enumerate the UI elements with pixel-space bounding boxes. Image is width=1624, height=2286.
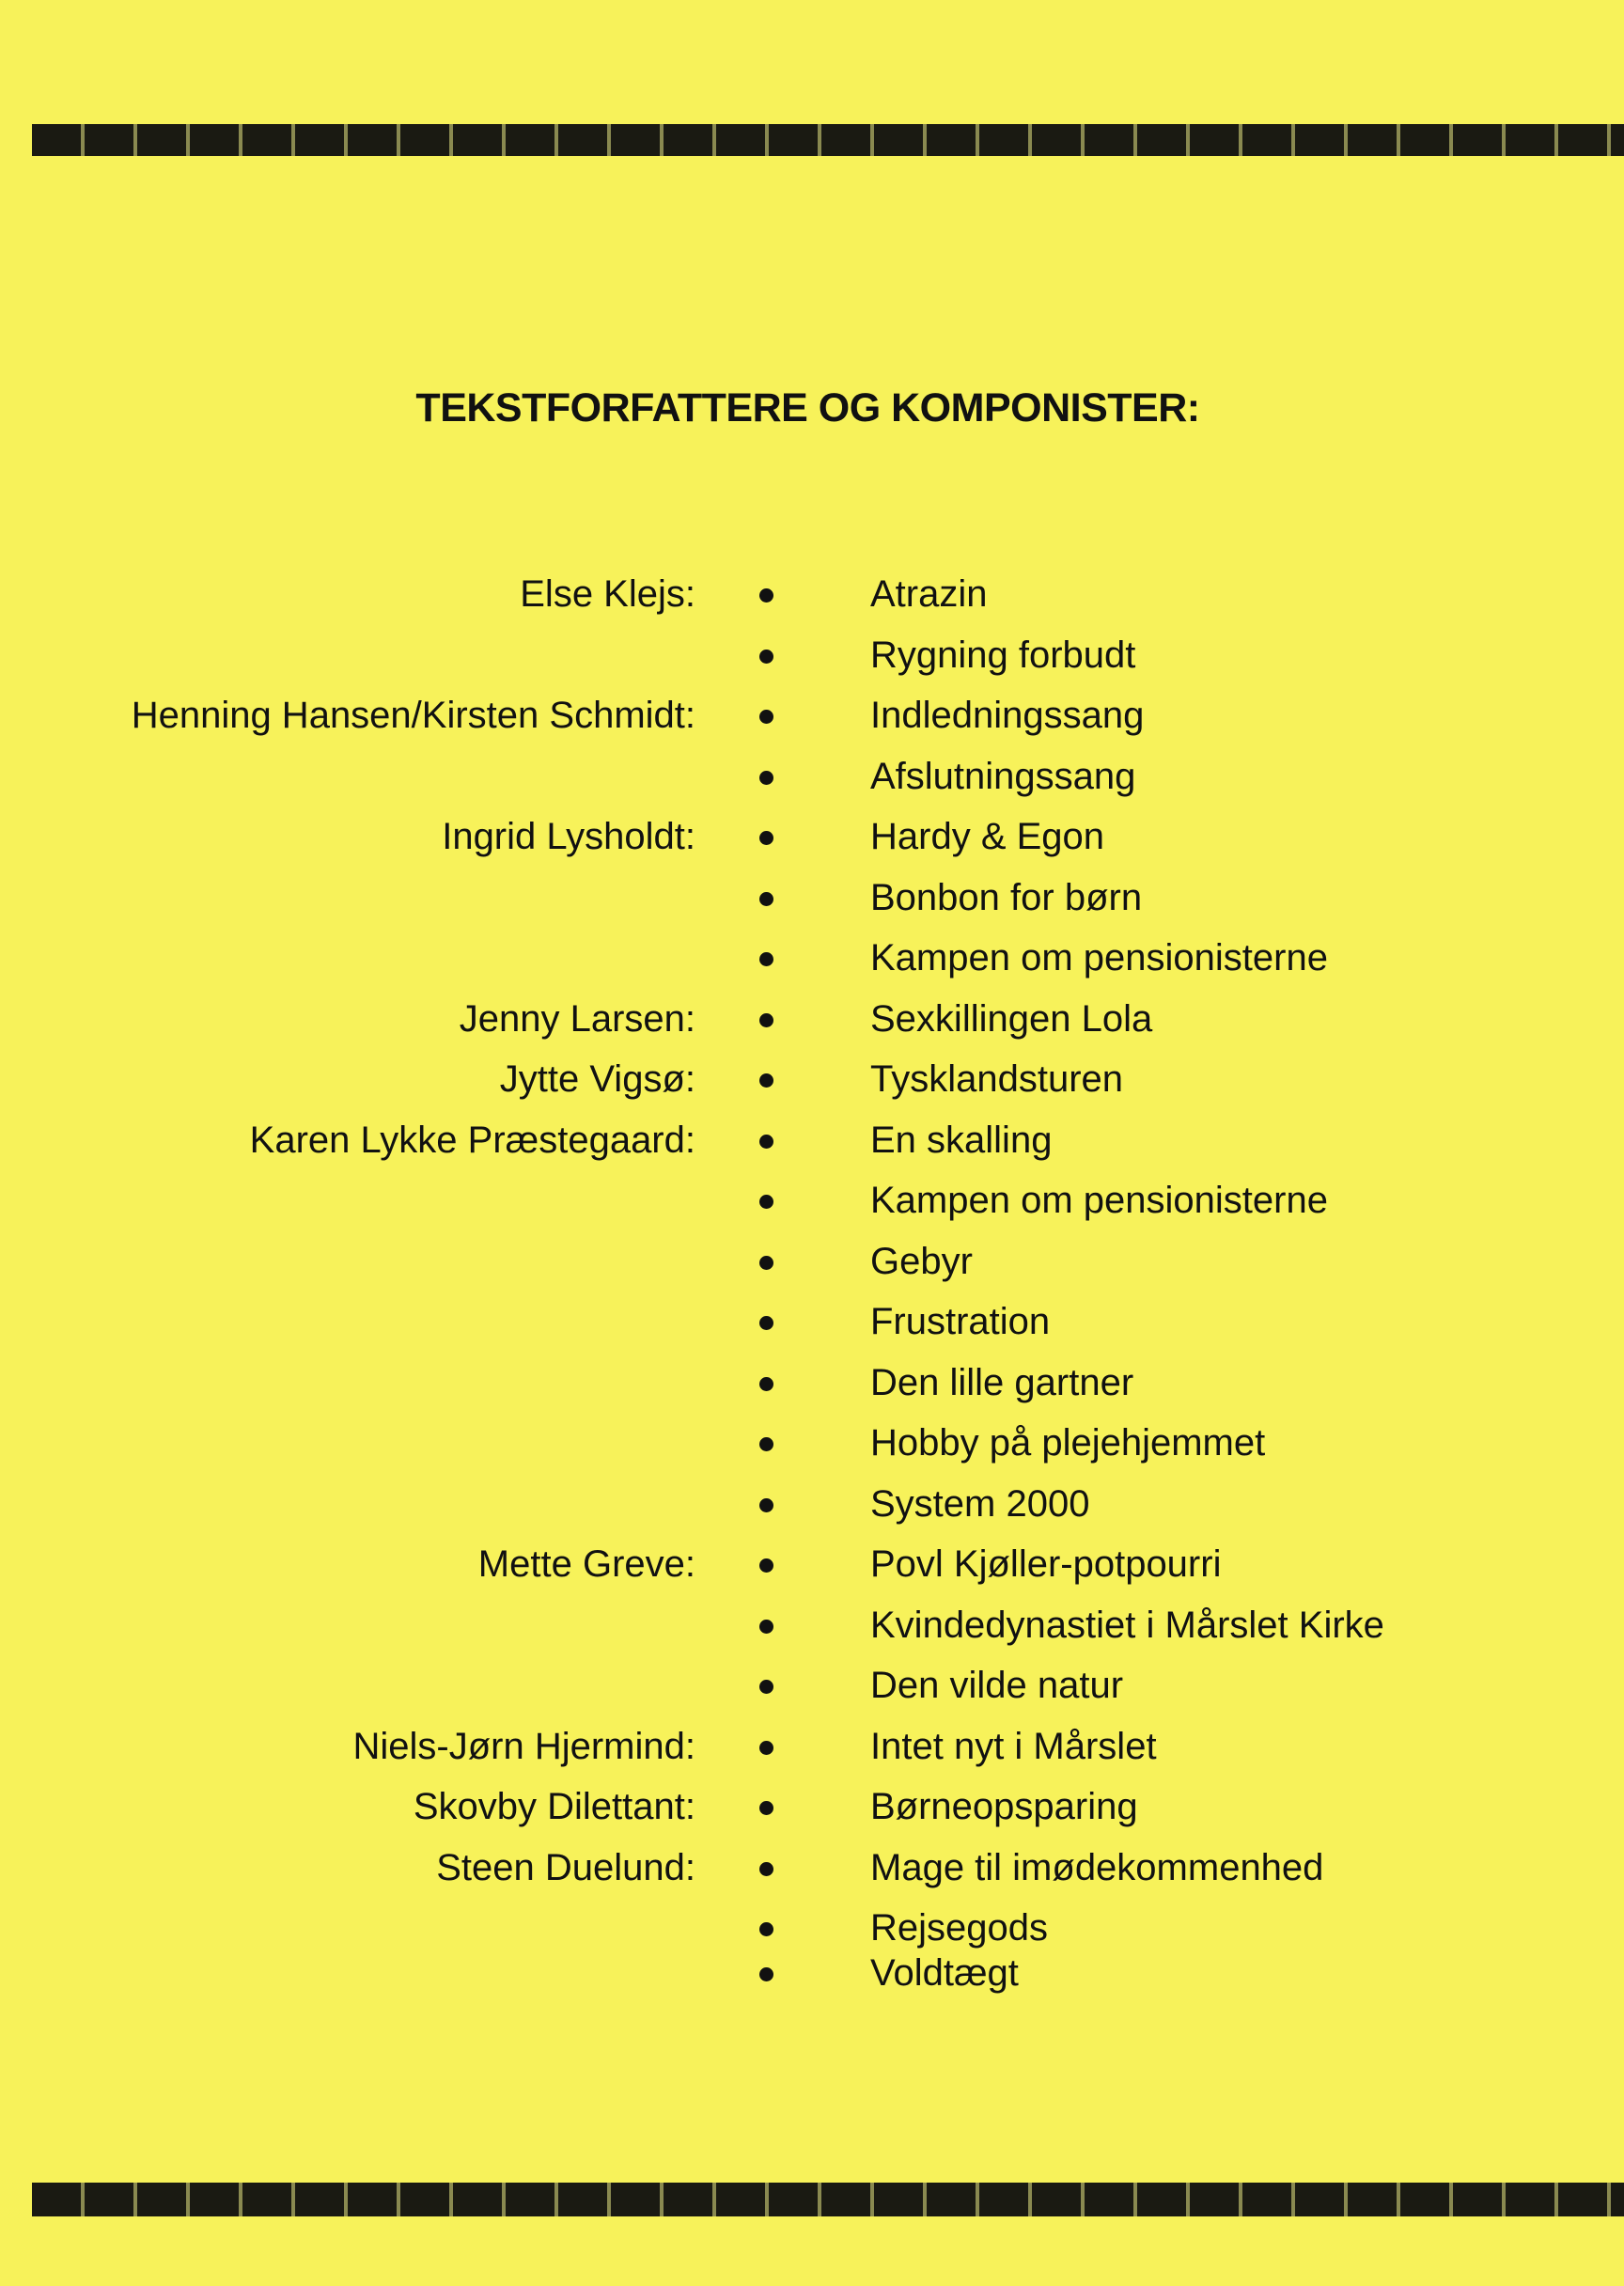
song-title: Afslutningssang	[870, 755, 1136, 797]
credit-row	[0, 625, 1624, 686]
author-name: Karen Lykke Præstegaard:	[249, 1119, 695, 1161]
page-title-text: TEKSTFORFATTERE OG KOMPONISTER:	[415, 385, 1200, 431]
song-title: En skalling	[870, 1119, 1053, 1161]
song-title: Bonbon for børn	[870, 876, 1143, 918]
song-title: Rygning forbudt	[870, 634, 1136, 676]
credit-row	[0, 868, 1624, 929]
author-name: Else Klejs:	[520, 573, 695, 615]
credit-row	[0, 1838, 1624, 1899]
author-name: Niels-Jørn Hjermind:	[352, 1725, 695, 1767]
bullet-icon	[759, 1437, 773, 1451]
song-title: Hardy & Egon	[870, 816, 1105, 857]
song-title: Sexkillingen Lola	[870, 997, 1153, 1040]
credit-row	[0, 1170, 1624, 1231]
bullet-icon	[759, 1195, 773, 1209]
song-title: Kampen om pensionisterne	[870, 1180, 1328, 1221]
bullet-icon	[759, 1741, 773, 1755]
credit-row	[0, 1353, 1624, 1414]
credit-row	[0, 1231, 1624, 1292]
top-decorative-bar	[32, 124, 1624, 156]
author-name: Mette Greve:	[477, 1543, 695, 1585]
bullet-icon	[759, 1620, 773, 1634]
credit-row	[0, 1413, 1624, 1474]
bullet-icon	[759, 710, 773, 724]
song-title: Tysklandsturen	[870, 1058, 1124, 1100]
credit-row	[0, 746, 1624, 807]
credit-row	[0, 1716, 1624, 1777]
bullet-icon	[759, 892, 773, 906]
credit-row	[0, 1474, 1624, 1535]
song-title: Kvindedynastiet i Mårslet Kirke	[870, 1604, 1384, 1646]
bullet-icon	[759, 1073, 773, 1088]
song-title: System 2000	[870, 1482, 1090, 1525]
credits-list	[0, 564, 1624, 2004]
bullet-icon	[759, 771, 773, 785]
bullet-icon	[759, 1680, 773, 1694]
bullet-icon	[759, 831, 773, 845]
song-title: Gebyr	[870, 1240, 973, 1282]
song-title: Indledningssang	[870, 695, 1145, 736]
credit-row	[0, 1292, 1624, 1353]
bullet-icon	[759, 952, 773, 966]
credit-row	[0, 928, 1624, 989]
credit-row	[0, 989, 1624, 1050]
bullet-icon	[759, 588, 773, 603]
credit-row	[0, 685, 1624, 746]
bullet-icon	[759, 1256, 773, 1270]
credit-row	[0, 806, 1624, 868]
author-name: Ingrid Lysholdt:	[442, 816, 695, 857]
author-name: Steen Duelund:	[436, 1846, 695, 1888]
credit-row	[0, 1655, 1624, 1716]
bullet-icon	[759, 1967, 773, 1981]
credit-row	[0, 1943, 1624, 2004]
song-title: Den vilde natur	[870, 1665, 1124, 1706]
song-title: Voldtægt	[870, 1952, 1019, 1994]
song-title: Rejsegods	[870, 1907, 1049, 1949]
author-name: Henning Hansen/Kirsten Schmidt:	[131, 695, 695, 736]
bottom-decorative-bar	[32, 2183, 1624, 2216]
credit-row	[0, 1110, 1624, 1171]
song-title: Povl Kjøller-potpourri	[870, 1543, 1222, 1585]
song-title: Mage til imødekommenhed	[870, 1846, 1324, 1888]
author-name: Jenny Larsen:	[459, 997, 695, 1040]
author-name: Jytte Vigsø:	[499, 1058, 695, 1100]
bullet-icon	[759, 1377, 773, 1391]
song-title: Frustration	[870, 1301, 1051, 1342]
bullet-icon	[759, 1498, 773, 1512]
author-name: Skovby Dilettant:	[413, 1786, 695, 1827]
bullet-icon	[759, 1013, 773, 1027]
song-title: Hobby på plejehjemmet	[870, 1422, 1266, 1464]
credit-row	[0, 564, 1624, 625]
credit-row	[0, 1595, 1624, 1656]
bullet-icon	[759, 1801, 773, 1815]
bullet-icon	[759, 1922, 773, 1936]
bullet-icon	[759, 1558, 773, 1573]
song-title: Børneopsparing	[870, 1786, 1138, 1827]
credit-row	[0, 1777, 1624, 1838]
page-title	[0, 385, 1624, 431]
song-title: Intet nyt i Mårslet	[870, 1725, 1157, 1767]
bullet-icon	[759, 1135, 773, 1149]
credit-row	[0, 1898, 1624, 1949]
bullet-icon	[759, 1316, 773, 1330]
bullet-icon	[759, 650, 773, 664]
song-title: Den lille gartner	[870, 1361, 1134, 1403]
credit-row	[0, 1049, 1624, 1110]
credit-row	[0, 1534, 1624, 1595]
bullet-icon	[759, 1862, 773, 1876]
song-title: Kampen om pensionisterne	[870, 937, 1328, 979]
song-title: Atrazin	[870, 573, 988, 615]
